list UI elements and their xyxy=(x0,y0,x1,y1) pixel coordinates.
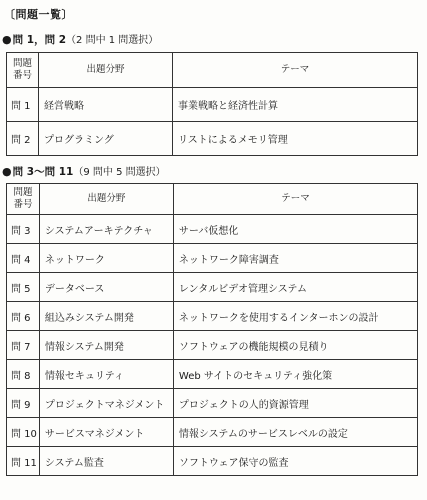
table-row xyxy=(7,360,418,389)
table-row xyxy=(7,418,418,447)
question-number-cell: 問 8 xyxy=(7,360,40,389)
question-number-cell: 問 5 xyxy=(7,273,40,302)
theme-cell: Web サイトのセキュリティ強化策 xyxy=(173,360,417,389)
section-2-note: （9 問中 5 問選択） xyxy=(73,167,166,178)
category-cell: プログラミング xyxy=(39,122,173,156)
table-row xyxy=(7,215,418,244)
table-header-row xyxy=(7,53,418,88)
question-number-cell: 問 3 xyxy=(7,215,40,244)
header-number-line1: 問題 xyxy=(12,58,32,69)
question-number-cell: 問 9 xyxy=(7,389,40,418)
table-row xyxy=(7,88,418,122)
question-number-cell: 問 2 xyxy=(7,122,39,156)
bullet-icon: ● xyxy=(2,165,12,178)
table-row xyxy=(7,244,418,273)
section-1-range: 問 1，問 2 xyxy=(12,34,67,46)
header-theme: テーマ xyxy=(173,53,418,88)
theme-cell: サーバ仮想化 xyxy=(173,215,417,244)
theme-cell: ソフトウェア保守の監査 xyxy=(173,447,417,476)
bullet-icon: ● xyxy=(2,33,12,46)
section-2-table xyxy=(6,183,418,476)
theme-cell: 情報システムのサービスレベルの設定 xyxy=(173,418,417,447)
table-row xyxy=(7,389,418,418)
category-cell: システムアーキテクチャ xyxy=(39,215,173,244)
category-cell: データベース xyxy=(39,273,173,302)
header-number xyxy=(7,53,39,88)
table-row xyxy=(7,273,418,302)
category-cell: 情報システム開発 xyxy=(39,331,173,360)
category-cell: システム監査 xyxy=(39,447,173,476)
category-cell: サービスマネジメント xyxy=(39,418,173,447)
theme-cell: プロジェクトの人的資源管理 xyxy=(173,389,417,418)
category-cell: 組込みシステム開発 xyxy=(39,302,173,331)
header-number-line2: 番号 xyxy=(12,70,32,81)
theme-cell: リストによるメモリ管理 xyxy=(173,122,418,156)
theme-cell: ネットワーク障害調査 xyxy=(173,244,417,273)
header-category: 出題分野 xyxy=(39,184,173,215)
table-header-row xyxy=(7,184,418,215)
section-1-title xyxy=(2,31,158,47)
section-2-title xyxy=(2,163,166,179)
theme-cell: レンタルビデオ管理システム xyxy=(173,273,417,302)
theme-cell: 事業戦略と経済性計算 xyxy=(173,88,418,122)
table-row xyxy=(7,331,418,360)
table-row xyxy=(7,447,418,476)
category-cell: 情報セキュリティ xyxy=(39,360,173,389)
question-number-cell: 問 6 xyxy=(7,302,40,331)
table-row xyxy=(7,122,418,156)
theme-cell: ソフトウェアの機能規模の見積り xyxy=(173,331,417,360)
header-category: 出題分野 xyxy=(39,53,173,88)
section-1-table xyxy=(6,52,418,156)
page-heading: 〔問題一覧〕 xyxy=(4,8,73,21)
header-number-line2: 番号 xyxy=(13,199,33,210)
category-cell: プロジェクトマネジメント xyxy=(39,389,173,418)
header-theme: テーマ xyxy=(173,184,417,215)
theme-cell: ネットワークを使用するインターホンの設計 xyxy=(173,302,417,331)
question-number-cell: 問 10 xyxy=(7,418,40,447)
question-number-cell: 問 4 xyxy=(7,244,40,273)
table-row xyxy=(7,302,418,331)
header-number xyxy=(7,184,40,215)
question-number-cell: 問 11 xyxy=(7,447,40,476)
question-number-cell: 問 1 xyxy=(7,88,39,122)
section-1-note: （2 問中 1 問選択） xyxy=(66,35,159,46)
category-cell: ネットワーク xyxy=(39,244,173,273)
section-2-range: 問 3～問 11 xyxy=(12,166,74,178)
category-cell: 経営戦略 xyxy=(39,88,173,122)
header-number-line1: 問題 xyxy=(13,187,33,198)
question-number-cell: 問 7 xyxy=(7,331,40,360)
